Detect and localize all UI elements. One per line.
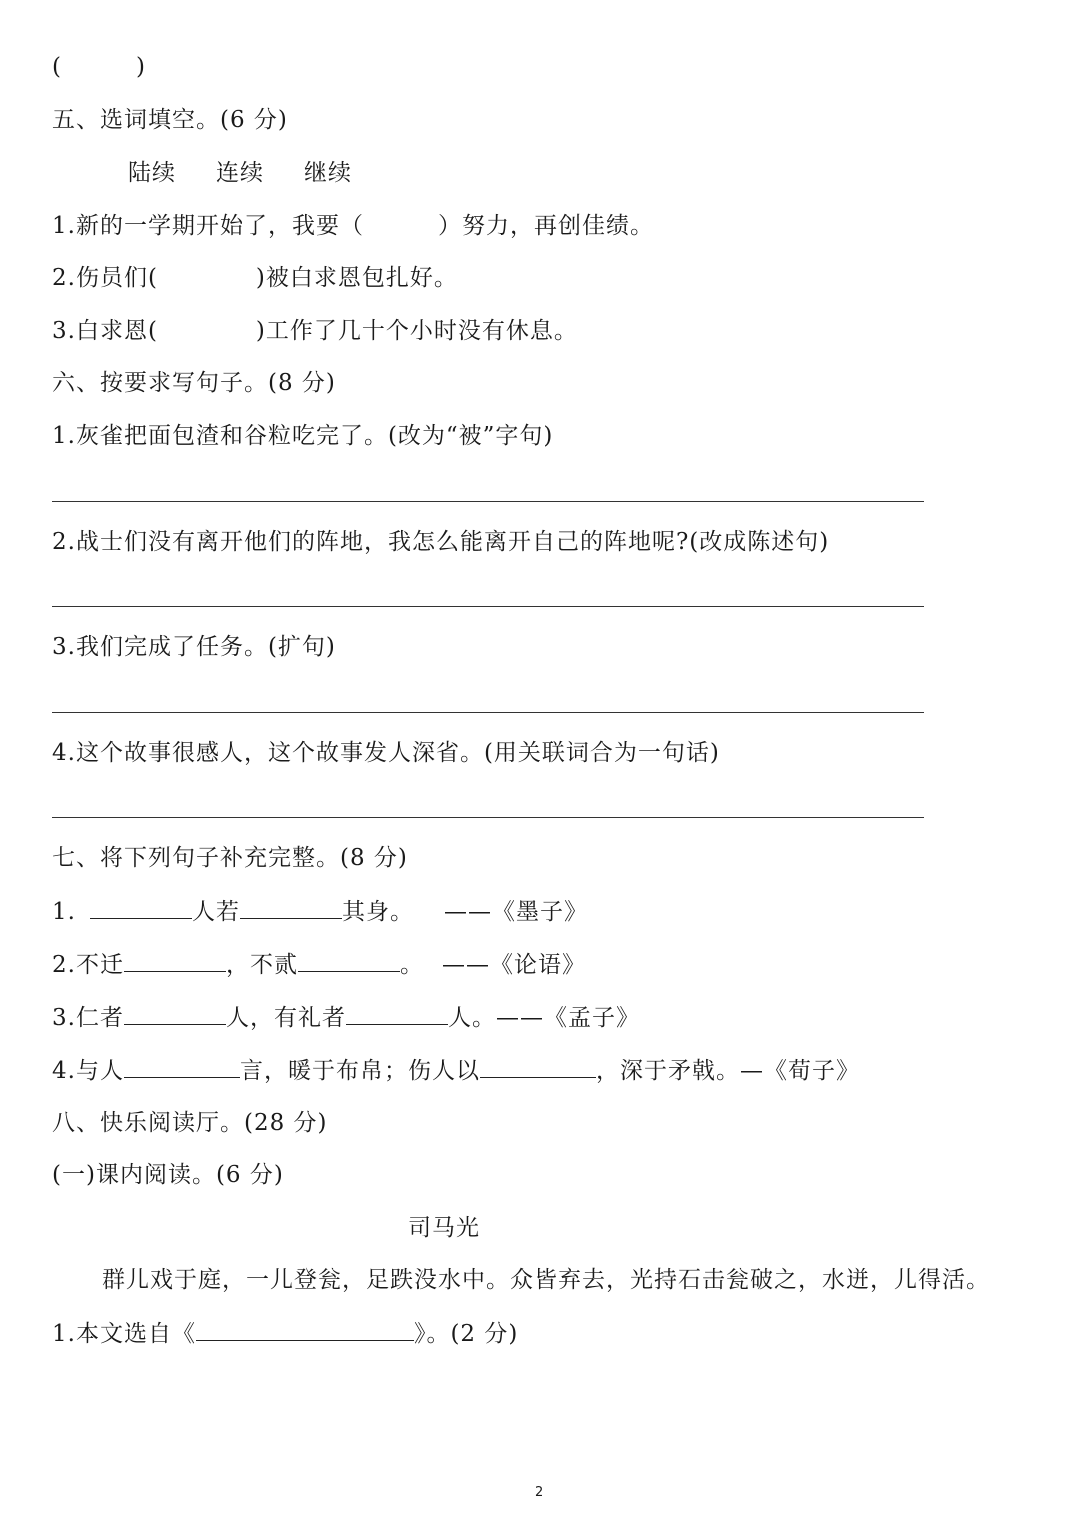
word-option: 继续 xyxy=(304,160,352,186)
quote-item: 3.仁者 人，有礼者 人。——《孟子》 xyxy=(52,1002,640,1033)
rewrite-item: 1.灰雀把面包渣和谷粒吃完了。(改为“被”字句) xyxy=(52,423,554,449)
answer-line[interactable] xyxy=(52,501,924,502)
page-number: 2 xyxy=(535,1485,544,1500)
word-option: 连续 xyxy=(216,160,264,186)
blank[interactable] xyxy=(124,949,226,972)
answer-line[interactable] xyxy=(52,606,924,607)
blank[interactable] xyxy=(480,1055,596,1078)
answer-line[interactable] xyxy=(52,712,924,713)
subsection-heading: (一)课内阅读。(6 分) xyxy=(52,1162,284,1188)
word-bank xyxy=(128,158,352,188)
passage-title: 司马光 xyxy=(408,1215,480,1241)
fill-item: 1.新的一学期开始了，我要（ ）努力，再创佳绩。 xyxy=(52,213,654,239)
blank[interactable] xyxy=(124,1055,240,1078)
section-7-heading: 七、将下列句子补充完整。(8 分) xyxy=(52,845,408,871)
blank[interactable] xyxy=(124,1002,226,1025)
section-6-heading: 六、按要求写句子。(8 分) xyxy=(52,370,336,396)
quote-item: 1. 人若 其身。 ——《墨子》 xyxy=(52,896,588,927)
rewrite-item: 3.我们完成了任务。(扩句) xyxy=(52,634,336,660)
passage-text: 群儿戏于庭，一儿登瓮，足跌没水中。众皆弃去，光持石击瓮破之，水迸，儿得活。 xyxy=(102,1267,990,1293)
quote-item: 4.与人 言，暖于布帛；伤人以 ，深于矛戟。—《荀子》 xyxy=(52,1055,860,1086)
blank[interactable] xyxy=(298,949,400,972)
blank[interactable] xyxy=(196,1318,414,1341)
rewrite-item: 4.这个故事很感人，这个故事发人深省。(用关联词合为一句话) xyxy=(52,740,720,766)
answer-line[interactable] xyxy=(52,817,924,818)
fill-item: 2.伤员们( )被白求恩包扎好。 xyxy=(52,265,458,291)
blank[interactable] xyxy=(240,896,342,919)
answer-parentheses: ( ) xyxy=(52,54,146,80)
section-5-heading: 五、选词填空。(6 分) xyxy=(52,107,288,133)
blank[interactable] xyxy=(346,1002,448,1025)
fill-item: 3.白求恩( )工作了几十个小时没有休息。 xyxy=(52,318,578,344)
section-8-heading: 八、快乐阅读厅。(28 分) xyxy=(52,1110,328,1136)
reading-question: 1.本文选自《 》。(2 分) xyxy=(52,1318,518,1349)
quote-item: 2.不迁 ，不贰 。 ——《论语》 xyxy=(52,949,586,980)
rewrite-item: 2.战士们没有离开他们的阵地，我怎么能离开自己的阵地呢?(改成陈述句) xyxy=(52,529,830,555)
blank[interactable] xyxy=(90,896,192,919)
word-option: 陆续 xyxy=(128,160,176,186)
